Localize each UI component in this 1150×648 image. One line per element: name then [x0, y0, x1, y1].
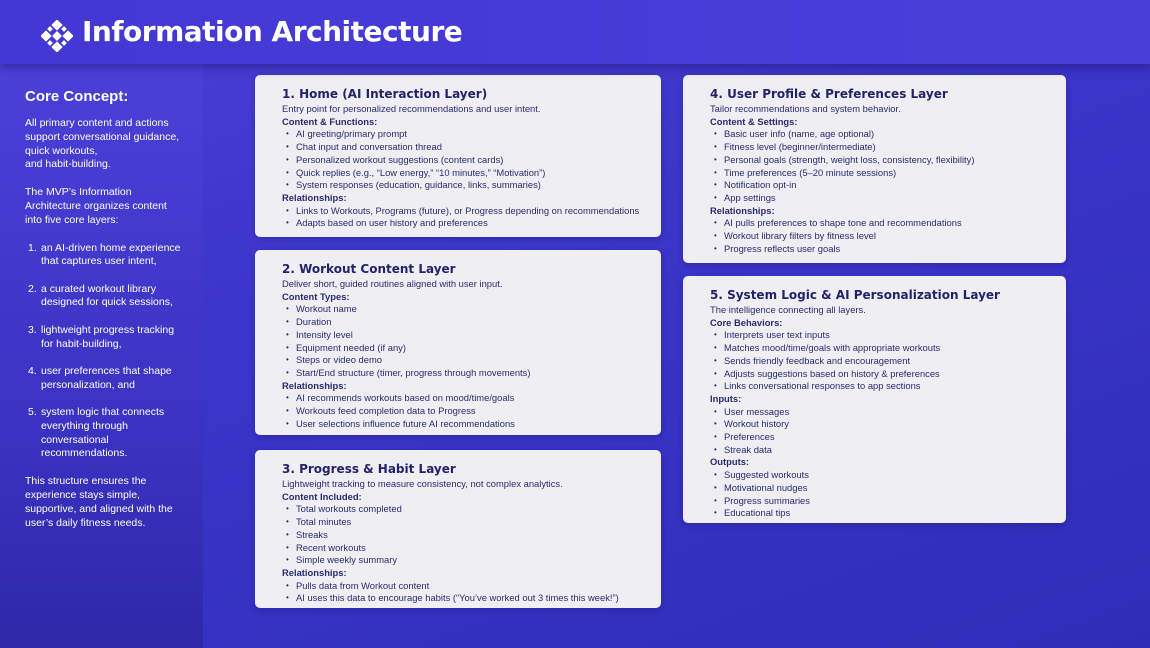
card-title: 5. System Logic & AI Personalization Layer: [710, 288, 1000, 302]
section-list: [710, 128, 1052, 204]
list-item: • Adapts based on user history and preferences: [282, 217, 647, 230]
section-heading: Core Behaviors:: [710, 316, 783, 328]
intro-line: All primary content and actions: [25, 117, 169, 129]
list-item: • Sends friendly feedback and encouragement: [710, 355, 1052, 368]
card-home-layer: [255, 75, 661, 237]
diamond-logo-icon: [41, 20, 73, 52]
card-title: 1. Home (AI Interaction Layer): [282, 87, 488, 101]
card-progress-habit-layer: [255, 450, 661, 608]
section-heading: Relationships:: [282, 566, 347, 578]
list-item: • Time preferences (5–20 minute sessions): [710, 167, 1052, 180]
section-list: [710, 469, 1052, 520]
section-heading: Content & Functions:: [282, 115, 378, 127]
intro-line: support conversational guidance,: [25, 130, 180, 143]
list-item: • Total workouts completed: [282, 503, 647, 516]
list-item: • Notification opt-in: [710, 179, 1052, 192]
section-list: [710, 406, 1052, 457]
list-item: • Steps or video demo: [282, 354, 647, 367]
layer-text: a curated workout library designed for quick sessions,: [41, 282, 173, 309]
section-list: [282, 580, 647, 605]
list-item: • Fitness level (beginner/intermediate): [710, 141, 1052, 154]
list-item: • System responses (education, guidance, links, summaries): [282, 179, 647, 192]
list-item: • Recent workouts: [282, 542, 647, 555]
section-heading: Relationships:: [710, 204, 775, 216]
sidebar-closing: This structure ensures the experience stays simple, supportive, and aligned with the user’s daily fitness needs.: [25, 475, 173, 529]
card-description: Lightweight tracking to measure consistency, not complex analytics.: [282, 478, 563, 489]
list-item: • Personal goals (strength, weight loss, consistency, flexibility): [710, 154, 1052, 167]
list-item: • App settings: [710, 192, 1052, 205]
intro-line: and habit-building.: [25, 158, 111, 171]
layer-list-item: [25, 324, 183, 352]
card-system-logic-layer: [683, 276, 1066, 523]
list-item: • AI uses this data to encourage habits (“You’ve worked out 3 times this week!”): [282, 592, 647, 605]
layer-text: lightweight progress tracking for habit-building,: [41, 323, 175, 350]
list-item: • Links conversational responses to app sections: [710, 380, 1052, 393]
list-item: • Interprets user text inputs: [710, 329, 1052, 342]
list-item: • AI pulls preferences to shape tone and recommendations: [710, 217, 1052, 230]
list-item: • Motivational nudges: [710, 482, 1052, 495]
sidebar-title: Core Concept:: [25, 88, 129, 105]
section-list: [282, 503, 647, 567]
layer-number: 4.: [28, 364, 37, 377]
list-item: • Workouts feed completion data to Progress: [282, 405, 647, 418]
list-item: • AI recommends workouts based on mood/time/goals: [282, 392, 647, 405]
card-title: 3. Progress & Habit Layer: [282, 462, 456, 476]
card-description: Tailor recommendations and system behavior.: [710, 103, 901, 114]
section-heading: Content & Settings:: [710, 115, 798, 127]
list-item: • Workout name: [282, 303, 647, 316]
list-item: • Progress summaries: [710, 495, 1052, 508]
layer-number: 3.: [28, 323, 37, 336]
list-item: • Streaks: [282, 529, 647, 542]
intro-line: quick workouts,: [25, 144, 98, 157]
list-item: • Matches mood/time/goals with appropriate workouts: [710, 342, 1052, 355]
list-item: • Workout history: [710, 418, 1052, 431]
list-item: • User selections influence future AI recommendations: [282, 418, 647, 431]
list-item: • Duration: [282, 316, 647, 329]
layer-list-item: [25, 365, 183, 393]
section-list: [282, 205, 647, 230]
layer-list-item: [25, 406, 183, 461]
header-bar: [0, 0, 1150, 64]
list-item: • Intensity level: [282, 329, 647, 342]
layer-list: [25, 242, 183, 462]
layer-list-item: [25, 283, 183, 311]
layer-text: system logic that connects everything through conversational recommendations.: [41, 405, 165, 460]
card-workout-content-layer: [255, 250, 661, 435]
layer-text: an AI-driven home experience that captures user intent,: [41, 241, 181, 268]
list-item: • AI greeting/primary prompt: [282, 128, 647, 141]
section-heading: Outputs:: [710, 456, 750, 468]
layer-number: 1.: [28, 241, 37, 254]
section-heading: Content Types:: [282, 290, 350, 302]
list-item: • Workout library filters by fitness level: [710, 230, 1052, 243]
section-list: [710, 329, 1052, 393]
list-item: • Progress reflects user goals: [710, 243, 1052, 256]
section-list: [282, 128, 647, 192]
layer-text: user preferences that shape personalization, and: [41, 364, 172, 391]
list-item: • Adjusts suggestions based on history & preferences: [710, 368, 1052, 381]
list-item: • Preferences: [710, 431, 1052, 444]
layer-number: 2.: [28, 282, 37, 295]
list-item: • Start/End structure (timer, progress through movements): [282, 367, 647, 380]
card-description: Deliver short, guided routines aligned with user input.: [282, 278, 503, 289]
list-item: • Chat input and conversation thread: [282, 141, 647, 154]
card-title: 2. Workout Content Layer: [282, 262, 456, 276]
list-item: • Simple weekly summary: [282, 554, 647, 567]
layer-list-item: [25, 242, 183, 270]
list-item: • Links to Workouts, Programs (future), or Progress depending on recommendations: [282, 205, 647, 218]
list-item: • Suggested workouts: [710, 469, 1052, 482]
list-item: • Equipment needed (if any): [282, 342, 647, 355]
list-item: • Total minutes: [282, 516, 647, 529]
list-item: • User messages: [710, 406, 1052, 419]
page-title: Information Architecture: [82, 15, 463, 48]
section-heading: Content Included:: [282, 490, 362, 502]
section-heading: Inputs:: [710, 392, 742, 404]
section-list: [282, 392, 647, 430]
card-description: The intelligence connecting all layers.: [710, 304, 866, 315]
sidebar-intro: [25, 117, 183, 172]
list-item: • Educational tips: [710, 507, 1052, 520]
list-item: • Pulls data from Workout content: [282, 580, 647, 593]
card-description: Entry point for personalized recommendations and user intent.: [282, 103, 541, 114]
section-list: [282, 303, 647, 379]
list-item: • Quick replies (e.g., “Low energy,” “10 minutes,” “Motivation”): [282, 167, 647, 180]
card-user-profile-layer: [683, 75, 1066, 263]
sidebar-mvp-text: The MVP’s Information Architecture organizes content into five core layers:: [25, 186, 167, 226]
section-list: [710, 217, 1052, 255]
list-item: • Basic user info (name, age optional): [710, 128, 1052, 141]
layer-number: 5.: [28, 405, 37, 418]
section-heading: Relationships:: [282, 379, 347, 391]
section-heading: Relationships:: [282, 191, 347, 203]
core-concept-sidebar: [0, 64, 203, 648]
card-title: 4. User Profile & Preferences Layer: [710, 87, 948, 101]
list-item: • Personalized workout suggestions (content cards): [282, 154, 647, 167]
list-item: • Streak data: [710, 444, 1052, 457]
